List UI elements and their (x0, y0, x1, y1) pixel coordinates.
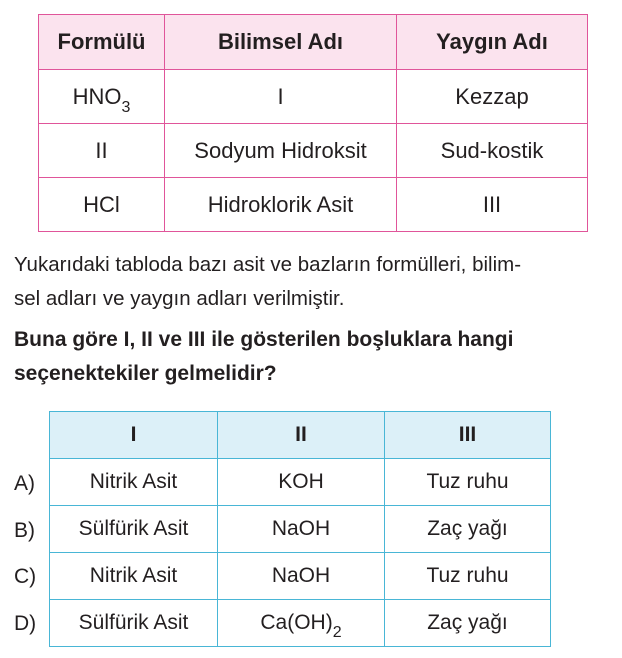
prompt-line-2: seçenektekiler gelmelidir? (14, 362, 277, 385)
formula-cell: II (39, 124, 165, 178)
option-iii-cell: Zaç yağı (385, 600, 551, 647)
option-i-cell: Nitrik Asit (50, 553, 218, 600)
prompt-line-1: Buna göre I, II ve III ile gösterilen boşluklara hangi (14, 328, 514, 351)
scientific-name-cell: Sodyum Hidroksit (165, 124, 397, 178)
option-label-b[interactable]: B) (14, 519, 35, 542)
answer-table (49, 411, 551, 647)
question-line-1: Yukarıdaki tabloda bazı asit ve bazların formülleri, bilim- (14, 253, 522, 276)
header-formula: Formülü (39, 15, 165, 70)
header-ii: II (218, 412, 385, 459)
question-prompt (14, 323, 614, 391)
question-line-2: sel adları ve yaygın adları verilmiştir. (14, 287, 345, 310)
option-ii-cell (218, 600, 385, 647)
common-name-cell: III (397, 178, 588, 232)
option-iii-cell: Tuz ruhu (385, 553, 551, 600)
option-label-c[interactable]: C) (14, 565, 37, 588)
option-row-c[interactable] (50, 553, 551, 600)
option-label-d[interactable]: D) (14, 612, 37, 635)
scientific-name-cell: I (165, 70, 397, 124)
option-label-a[interactable]: A) (14, 472, 35, 495)
formula-table-header (39, 15, 588, 70)
answer-table-header (50, 412, 551, 459)
header-iii: III (385, 412, 551, 459)
option-row-b[interactable] (50, 506, 551, 553)
table-row (39, 124, 588, 178)
header-scientific-name: Bilimsel Adı (165, 15, 397, 70)
header-i: I (50, 412, 218, 459)
table-row (39, 178, 588, 232)
option-ii-subscript: 2 (332, 624, 342, 641)
scientific-name-cell: Hidroklorik Asit (165, 178, 397, 232)
formula-subscript: 3 (121, 98, 131, 116)
option-iii-cell: Tuz ruhu (385, 459, 551, 506)
option-i-cell: Sülfürik Asit (50, 600, 218, 647)
option-i-cell: Sülfürik Asit (50, 506, 218, 553)
formula-cell: HCl (39, 178, 165, 232)
option-ii-cell: NaOH (218, 506, 385, 553)
option-iii-cell: Zaç yağı (385, 506, 551, 553)
table-row (39, 70, 588, 124)
option-row-d[interactable] (50, 600, 551, 647)
option-i-cell: Nitrik Asit (50, 459, 218, 506)
common-name-cell: Kezzap (397, 70, 588, 124)
option-ii-cell: NaOH (218, 553, 385, 600)
option-row-a[interactable] (50, 459, 551, 506)
formula-table (38, 14, 588, 232)
formula-text: HNO (72, 83, 122, 109)
option-ii-cell: KOH (218, 459, 385, 506)
common-name-cell: Sud-kostik (397, 124, 588, 178)
question-stem (14, 248, 614, 316)
formula-cell (39, 70, 165, 124)
header-common-name: Yaygın Adı (397, 15, 588, 70)
option-ii-text: Ca(OH) (260, 611, 333, 634)
